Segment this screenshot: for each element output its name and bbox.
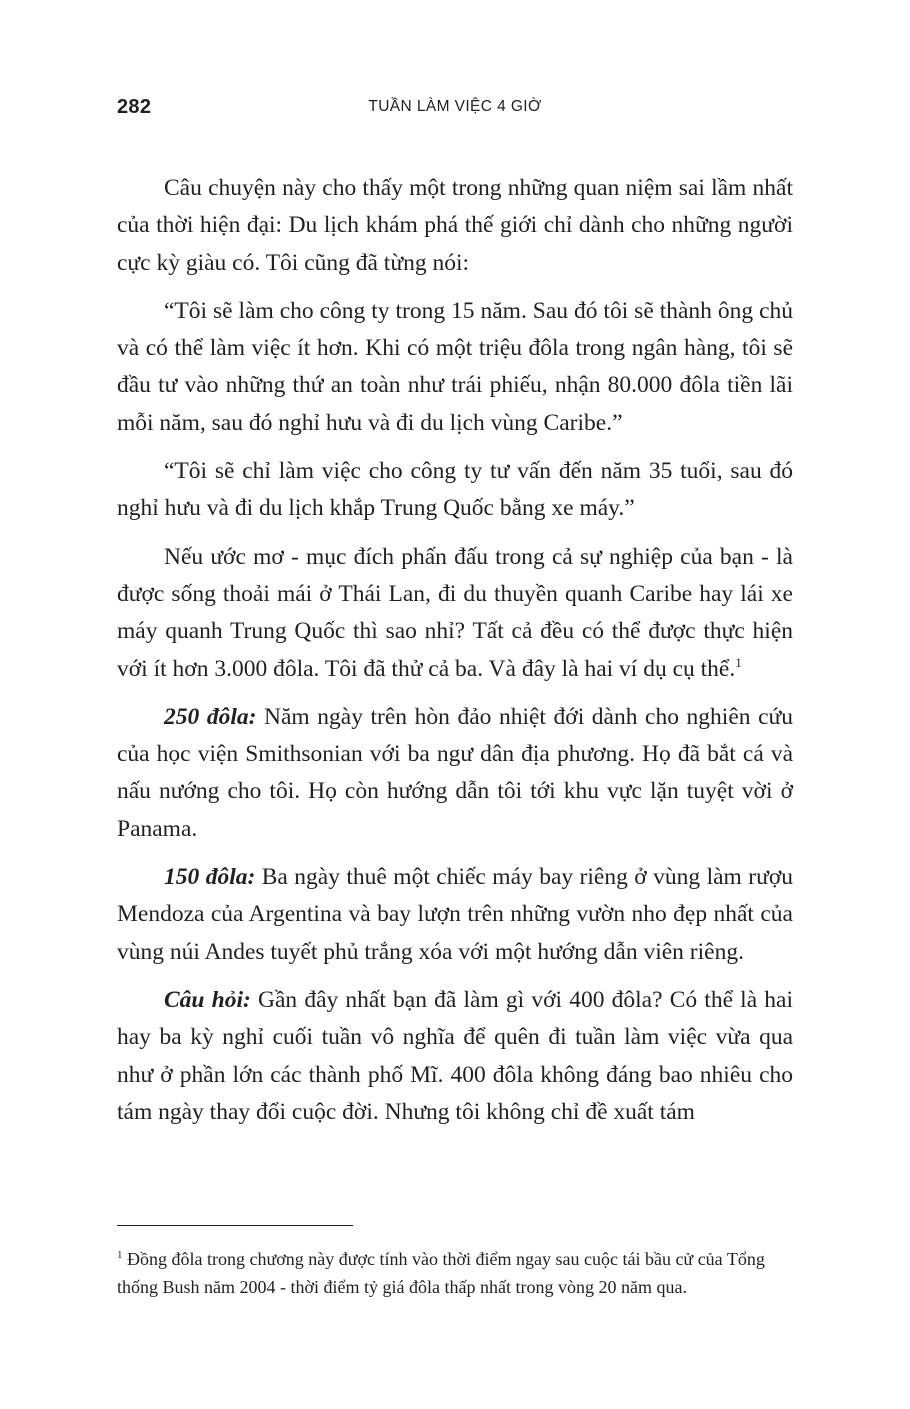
footnote-reference: 1 <box>735 654 742 670</box>
paragraph-7-lead: Câu hỏi: <box>164 986 251 1013</box>
paragraph-3-quote: “Tôi sẽ chỉ làm việc cho công ty tư vấn đến năm 35 tuổi, sau đó nghỉ hưu và đi du lịch khắp Trung Quốc bằng xe máy.” <box>117 458 793 522</box>
running-title: TUẦN LÀM VIỆC 4 GIỜ <box>368 98 542 115</box>
paragraph-4-text: Nếu ước mơ - mục đích phấn đấu trong cả sự nghiệp của bạn - là được sống thoải mái ở Thái Lan, đi du thuyền quanh Caribe hay lái xe máy quanh Trung Quốc thì sao nhỉ? Tất cả đều có thể được thực hiện với ít hơn 3.000 đôla. Tôi đã thử cả ba. Và đây là hai ví dụ cụ thể. <box>117 543 793 682</box>
footnote-divider <box>117 1225 353 1226</box>
footnote-text: Đồng đôla trong chương này được tính vào thời điểm ngay sau cuộc tái bầu cử của Tổng thống Bush năm 2004 - thời điểm tỷ giá đôla thấp nhất trong vòng 20 năm qua. <box>117 1249 765 1297</box>
footnote <box>117 1245 793 1301</box>
paragraph-6 <box>117 859 793 971</box>
paragraph-7-text: Gần đây nhất bạn đã làm gì với 400 đôla? Có thể là hai hay ba kỳ nghỉ cuối tuần vô nghĩa để quên đi tuần làm việc vừa qua như ở phần lớn các thành phố Mĩ. 400 đôla không đáng bao nhiêu cho tám ngày thay đổi cuộc đời. Nhưng tôi không chỉ đề xuất tám <box>117 986 793 1125</box>
paragraph-2-quote: “Tôi sẽ làm cho công ty trong 15 năm. Sau đó tôi sẽ thành ông chủ và có thể làm việc ít hơn. Khi có một triệu đôla trong ngân hàng, tôi sẽ đầu tư vào những thứ an toàn như trái phiếu, nhận 80.000 đôla tiền lãi mỗi năm, sau đó nghỉ hưu và đi du lịch vùng Caribe.” <box>117 297 793 436</box>
page-number: 282 <box>117 96 152 118</box>
paragraph-4 <box>117 539 793 688</box>
footnote-marker: 1 <box>117 1249 123 1261</box>
paragraph-6-text: Ba ngày thuê một chiếc máy bay riêng ở vùng làm rượu Mendoza của Argentina và bay lượn trên những vườn nho đẹp nhất của vùng núi Andes tuyết phủ trắng xóa với một hướng dẫn viên riêng. <box>117 864 793 965</box>
paragraph-5 <box>117 699 793 848</box>
paragraph-5-text: Năm ngày trên hòn đảo nhiệt đới dành cho nghiên cứu của học viện Smithsonian với ba ngư dân địa phương. Họ đã bắt cá và nấu nướng cho tôi. Họ còn hướng dẫn tôi tới khu vực lặn tuyệt vời ở Panama. <box>117 703 793 842</box>
paragraph-6-lead: 150 đôla: <box>164 864 256 891</box>
paragraph-7 <box>117 982 793 1131</box>
paragraph-5-lead: 250 đôla: <box>164 703 257 730</box>
body-text <box>117 170 793 1142</box>
paragraph-1: Câu chuyện này cho thấy một trong những quan niệm sai lầm nhất của thời hiện đại: Du lịch khám phá thế giới chỉ dành cho những người cực kỳ giàu có. Tôi cũng đã từng nói: <box>117 175 793 276</box>
